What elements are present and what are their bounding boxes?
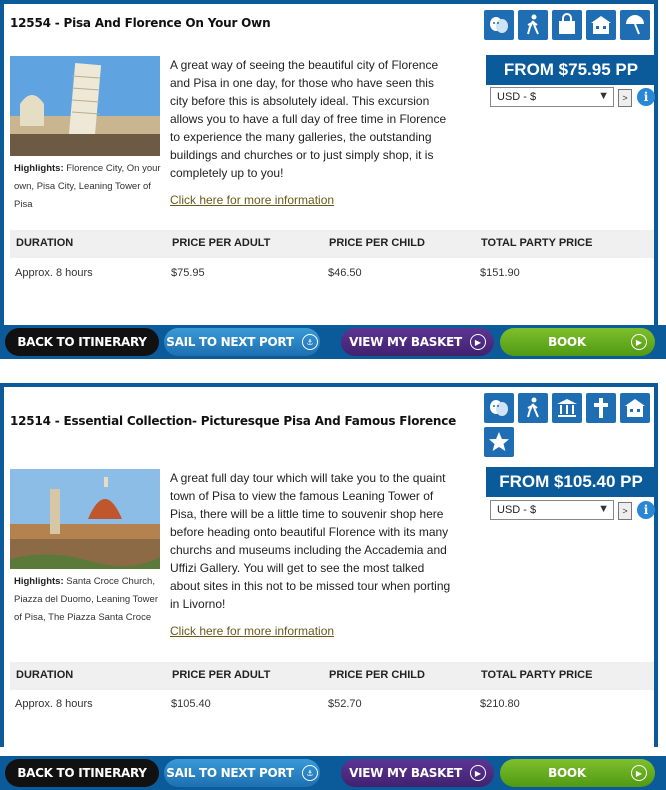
col-duration: DURATION xyxy=(16,669,74,681)
tour-title: 12514 - Essential Collection- Picturesque Pisa And Famous Florence xyxy=(10,414,457,428)
town-building-icon[interactable] xyxy=(620,393,650,423)
sail-to-next-port-button[interactable] xyxy=(164,328,320,356)
theatre-masks-icon[interactable] xyxy=(484,10,514,40)
cell-price-child: $46.50 xyxy=(328,267,362,279)
currency-go-button[interactable]: > xyxy=(618,502,632,520)
play-icon: ▶ xyxy=(470,334,486,350)
book-button[interactable] xyxy=(500,759,655,787)
walking-icon[interactable] xyxy=(518,393,548,423)
from-price: FROM $105.40 PP xyxy=(486,467,656,497)
pisa-photo-icon xyxy=(10,56,160,156)
anchor-icon: ⚓ xyxy=(302,334,318,350)
star-badge-icon[interactable] xyxy=(484,427,514,457)
play-icon: ▶ xyxy=(470,765,486,781)
view-basket-button[interactable] xyxy=(341,328,494,356)
walking-icon[interactable] xyxy=(518,10,548,40)
beach-umbrella-icon[interactable] xyxy=(620,10,650,40)
tour-icon-row xyxy=(484,393,654,457)
col-price-adult: PRICE PER ADULT xyxy=(172,669,271,681)
highlights-label: Highlights: xyxy=(14,576,64,587)
florence-duomo-photo-icon xyxy=(10,469,160,569)
tour-description: A great full day tour which will take you to the quaint town of Pisa to view the famous Leaning Tower of Pisa, there will be a little time to souvenir shop here before heading onto beautiful Florence with its many churchs and museums including the Accademia and Uffizi Gallery. You will get to see the most talked about sites in this not to be missed tour when porting in Livorno! xyxy=(170,471,451,611)
price-table-header xyxy=(10,230,654,258)
book-label: BOOK xyxy=(548,766,586,780)
back-to-itinerary-button[interactable] xyxy=(5,328,159,356)
tour-icon-row xyxy=(484,10,660,40)
tour-title: 12554 - Pisa And Florence On Your Own xyxy=(10,16,271,30)
back-label: BACK TO ITINERARY xyxy=(17,335,147,349)
highlights-text: Florence City, On your own, Pisa City, Leaning Tower of Pisa xyxy=(14,163,161,210)
col-price-child: PRICE PER CHILD xyxy=(329,669,425,681)
town-building-icon[interactable] xyxy=(586,10,616,40)
anchor-icon: ⚓ xyxy=(302,765,318,781)
col-duration: DURATION xyxy=(16,237,74,249)
price-table-header xyxy=(10,662,654,690)
more-info-link[interactable]: Click here for more information xyxy=(170,624,335,638)
cell-price-child: $52.70 xyxy=(328,698,362,710)
tour-highlights xyxy=(14,160,164,214)
back-label: BACK TO ITINERARY xyxy=(17,766,147,780)
play-icon: ▶ xyxy=(631,765,647,781)
church-cross-icon[interactable] xyxy=(586,393,616,423)
cell-price-adult: $75.95 xyxy=(171,267,205,279)
cell-duration: Approx. 8 hours xyxy=(15,698,93,710)
tour-photo xyxy=(10,56,160,156)
basket-label: VIEW MY BASKET xyxy=(349,766,462,780)
sail-to-next-port-button[interactable] xyxy=(164,759,320,787)
col-price-adult: PRICE PER ADULT xyxy=(172,237,271,249)
highlights-label: Highlights: xyxy=(14,163,64,174)
from-price: FROM $75.95 PP xyxy=(486,55,656,85)
basket-label: VIEW MY BASKET xyxy=(349,335,462,349)
play-icon: ▶ xyxy=(631,334,647,350)
book-button[interactable] xyxy=(500,328,655,356)
currency-select[interactable] xyxy=(490,87,614,107)
book-label: BOOK xyxy=(548,335,586,349)
theatre-masks-icon[interactable] xyxy=(484,393,514,423)
museum-icon[interactable] xyxy=(552,393,582,423)
cell-duration: Approx. 8 hours xyxy=(15,267,93,279)
col-total-price: TOTAL PARTY PRICE xyxy=(481,669,593,681)
back-to-itinerary-button[interactable] xyxy=(5,759,159,787)
chevron-down-icon: ▼ xyxy=(598,90,609,102)
cell-total-price: $151.90 xyxy=(480,267,520,279)
tour-description: A great way of seeing the beautiful city of Florence and Pisa in one day, for those who have seen this city before this is absolutely ideal. This excursion allows you to have a full day of free time in Florence to experience the many galleries, the outstanding buildings and churches or to just simply shop, it is completely up to you! xyxy=(170,58,447,180)
view-basket-button[interactable] xyxy=(341,759,494,787)
sail-label: SAIL TO NEXT PORT xyxy=(166,766,294,780)
chevron-down-icon: ▼ xyxy=(598,503,609,515)
info-icon[interactable]: i xyxy=(637,501,655,519)
shopping-bag-icon[interactable] xyxy=(552,10,582,40)
cell-total-price: $210.80 xyxy=(480,698,520,710)
tour-highlights xyxy=(14,573,164,627)
currency-go-button[interactable]: > xyxy=(618,89,632,107)
highlights-text: Santa Croce Church, Piazza del Duomo, Leaning Tower of Pisa, The Piazza Santa Croce xyxy=(14,576,158,623)
sail-label: SAIL TO NEXT PORT xyxy=(166,335,294,349)
tour-nav-bar xyxy=(0,325,666,359)
currency-value: USD - $ xyxy=(497,91,537,103)
info-icon[interactable]: i xyxy=(637,88,655,106)
more-info-link[interactable]: Click here for more information xyxy=(170,193,335,207)
col-price-child: PRICE PER CHILD xyxy=(329,237,425,249)
currency-value: USD - $ xyxy=(497,504,537,516)
col-total-price: TOTAL PARTY PRICE xyxy=(481,237,593,249)
cell-price-adult: $105.40 xyxy=(171,698,211,710)
tour-photo xyxy=(10,469,160,569)
currency-select[interactable] xyxy=(490,500,614,520)
